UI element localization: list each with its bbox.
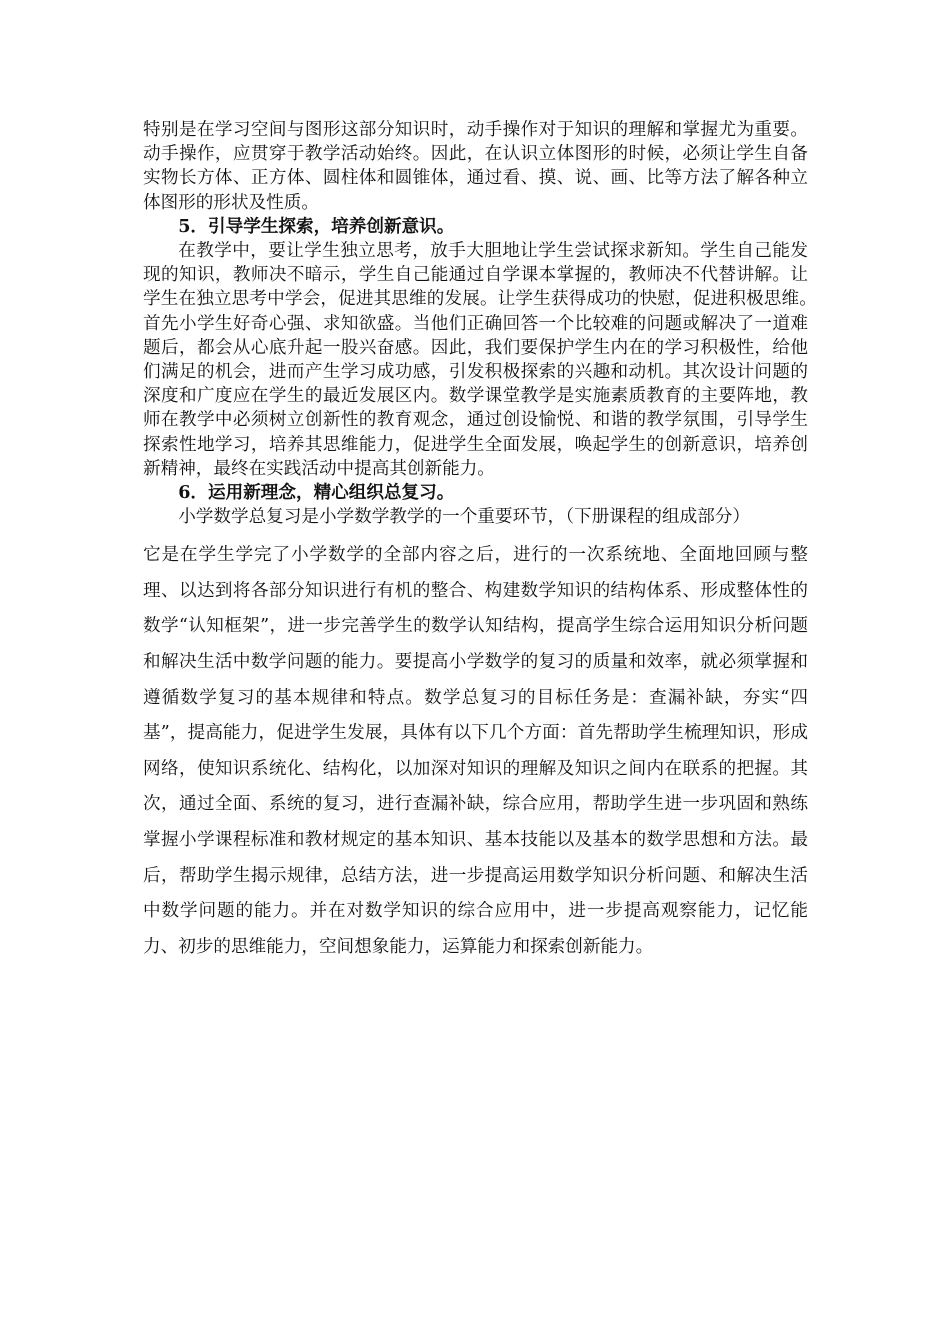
paragraph-section-6-body: 它是在学生学完了小学数学的全部内容之后，进行的一次系统地、全面地回顾与整理、以达到将各部分知识进行有机的整合、构建数学知识的结构体系、形成整体性的数学“认知框架”，进一步完善学生的数学认知结构，提高学生综合运用知识分析问题和解决生活中数学问题的能力。要提高小学数学的复习的质量和效率，就必须掌握和遵循数学复习的基本规律和特点。数学总复习的目标任务是：查漏补缺，夯实“四基”，提高能力，促进学生发展，具体有以下几个方面：首先帮助学生梳理知识，形成网络，使知识系统化、结构化，以加深对知识的理解及知识之间内在联系的把握。其次，通过全面、系统的复习，进行查漏补缺，综合应用，帮助学生进一步巩固和熟练掌握小学课程标准和教材规定的基本知识、基本技能以及基本的数学思想和方法。最后，帮助学生揭示规律，总结方法，进一步提高运用数学知识分析问题、和解决生活中数学问题的能力。并在对数学知识的综合应用中，进一步提高观察能力，记忆能力、初步的思维能力，空间想象能力，运算能力和探索创新能力。 <box>143 545 808 957</box>
section-heading-5: 5．引导学生探索，培养创新意识。 <box>178 215 455 237</box>
section-heading-6: 6．运用新理念，精心组织总复习。 <box>178 482 455 504</box>
paragraph-section-6-first-line: 小学数学总复习是小学数学教学的一个重要环节，（下册课程的组成部分） <box>178 507 750 528</box>
document-page <box>143 118 826 965</box>
paragraph-section-5: 在教学中，要让学生独立思考，放手大胆地让学生尝试探求新知。学生自己能发现的知识，教师决不暗示，学生自己能通过自学课本掌握的，教师决不代替讲解。让学生在独立思考中学会，促进其思维的发展。让学生获得成功的快慰，促进积极思维。 首先小学生好奇心强、求知欲盛。当他们正确回答一个比较难的问题或解决了一道难题后，都会从心底升起一股兴奋感。因此，我们要保护学生内在的学习积极性，给他们满足的机会，进而产生学习成功感，引发积极探索的兴趣和动机。其次设计问题的深度和广度应在学生的最近发展区内。数学课堂教学是实施素质教育的主要阵地，教师在教学中必须树立创新性的教育观念，通过创设愉悦、和谐的教学氛围，引导学生探索性地学习，培养其思维能力，促进学生全面发展，唤起学生的创新意识，培养创新精神，最终在实践活动中提高其创新能力。 <box>143 241 826 479</box>
paragraph-intro: 特别是在学习空间与图形这部分知识时，动手操作对于知识的理解和掌握尤为重要。动手操作，应贯穿于教学活动始终。因此，在认识立体图形的时候，必须让学生自备实物长方体、正方体、圆柱体和圆锥体，通过看、摸、说、画、比等方法了解各种立体图形的形状及性质。 <box>143 120 808 213</box>
